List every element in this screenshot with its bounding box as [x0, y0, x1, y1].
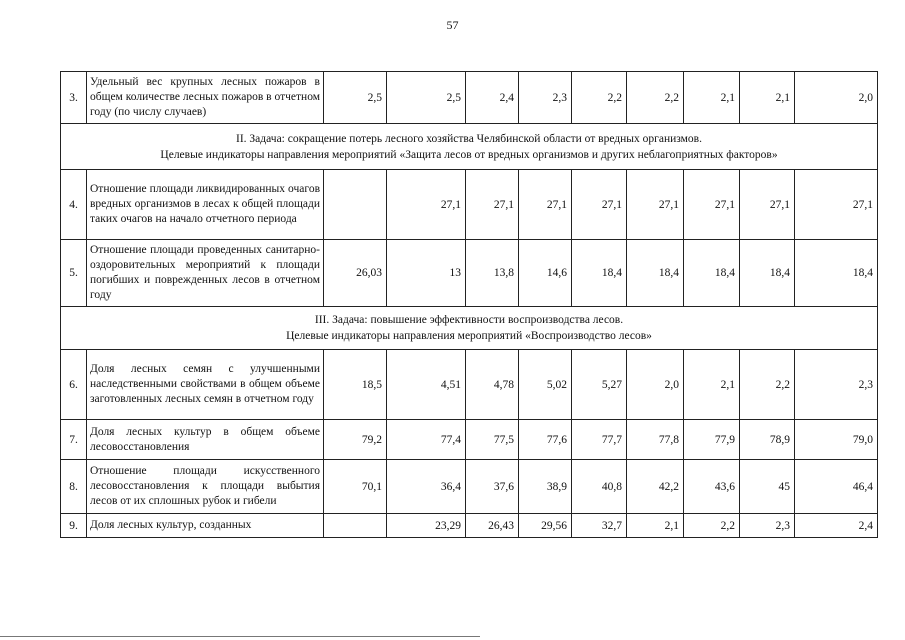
row-number: 6.	[61, 350, 87, 420]
indicator-value: 77,7	[572, 420, 627, 460]
indicator-value: 26,03	[324, 240, 387, 307]
indicator-value: 70,1	[324, 460, 387, 514]
indicator-value: 45	[740, 460, 795, 514]
indicator-value: 78,9	[740, 420, 795, 460]
indicator-value: 2,4	[466, 72, 519, 124]
indicator-value: 27,1	[572, 170, 627, 240]
indicator-value: 4,78	[466, 350, 519, 420]
indicator-value: 5,02	[519, 350, 572, 420]
row-number: 5.	[61, 240, 87, 307]
section-2-title: II. Задача: сокращение потерь лесного хозяйства Челябинской области от вредных организмов.	[236, 132, 702, 145]
indicator-name: Отношение площади ликвидированных очагов вредных организмов в лесах к общей площади таких очагов на начало отчетного периода	[87, 170, 324, 240]
indicator-value: 27,1	[387, 170, 466, 240]
indicator-value: 18,5	[324, 350, 387, 420]
indicator-name: Доля лесных семян с улучшенными наследственными свойствами в общем объеме заготовленных лесных семян в отчетном году	[87, 350, 324, 420]
section-2-header-row	[61, 124, 878, 170]
indicator-value: 27,1	[684, 170, 740, 240]
indicator-value: 27,1	[627, 170, 684, 240]
indicator-value: 14,6	[519, 240, 572, 307]
section-2-header	[61, 124, 878, 170]
indicator-value: 2,1	[740, 72, 795, 124]
indicator-value: 2,5	[324, 72, 387, 124]
indicator-value: 2,2	[572, 72, 627, 124]
section-3-indicators-title: Целевые индикаторы направления мероприятий «Воспроизводство лесов»	[286, 330, 652, 342]
indicator-value: 2,3	[795, 350, 878, 420]
indicators-table	[60, 71, 878, 538]
indicator-value: 18,4	[627, 240, 684, 307]
indicator-value: 4,51	[387, 350, 466, 420]
indicator-value: 40,8	[572, 460, 627, 514]
footer-rule	[0, 636, 480, 637]
indicator-value: 2,0	[627, 350, 684, 420]
row-number: 7.	[61, 420, 87, 460]
indicator-value: 2,3	[519, 72, 572, 124]
indicator-value: 2,4	[795, 514, 878, 538]
section-3-title: III. Задача: повышение эффективности воспроизводства лесов.	[314, 314, 624, 326]
indicator-value: 2,1	[627, 514, 684, 538]
indicator-value	[324, 170, 387, 240]
table-row	[61, 240, 878, 307]
indicator-value: 2,2	[740, 350, 795, 420]
table-row	[61, 350, 878, 420]
table-row	[61, 460, 878, 514]
page-number: 57	[446, 18, 459, 32]
indicator-value: 27,1	[519, 170, 572, 240]
indicator-value: 77,8	[627, 420, 684, 460]
indicator-value: 77,9	[684, 420, 740, 460]
indicator-value: 2,2	[684, 514, 740, 538]
indicator-value: 13	[387, 240, 466, 307]
table-row	[61, 420, 878, 460]
table-row	[61, 170, 878, 240]
indicator-value: 23,29	[387, 514, 466, 538]
section-3-header-row	[61, 307, 878, 350]
row-number: 9.	[61, 514, 87, 538]
indicator-value: 36,4	[387, 460, 466, 514]
indicator-value: 2,5	[387, 72, 466, 124]
indicator-value: 43,6	[684, 460, 740, 514]
indicator-name: Отношение площади проведенных санитарно-оздоровительных мероприятий к площади погибших и поврежденных лесов в отчетном году	[87, 240, 324, 307]
indicator-value: 2,1	[684, 350, 740, 420]
section-3-header	[61, 307, 878, 350]
indicator-value: 37,6	[466, 460, 519, 514]
indicator-value: 5,27	[572, 350, 627, 420]
row-number: 8.	[61, 460, 87, 514]
indicator-value: 29,56	[519, 514, 572, 538]
indicator-value: 2,0	[795, 72, 878, 124]
indicator-name: Отношение площади искусственного лесовосстановления к площади выбытия лесов от их сплошных рубок и гибели	[87, 460, 324, 514]
indicator-value: 27,1	[740, 170, 795, 240]
indicator-value	[324, 514, 387, 538]
row-number: 3.	[61, 72, 87, 124]
indicator-name: Доля лесных культур в общем объеме лесовосстановления	[87, 420, 324, 460]
indicator-value: 18,4	[572, 240, 627, 307]
indicator-value: 2,2	[627, 72, 684, 124]
indicator-value: 13,8	[466, 240, 519, 307]
indicator-value: 27,1	[466, 170, 519, 240]
indicator-value: 32,7	[572, 514, 627, 538]
indicator-value: 79,2	[324, 420, 387, 460]
indicator-value: 2,3	[740, 514, 795, 538]
indicator-value: 46,4	[795, 460, 878, 514]
table-row	[61, 72, 878, 124]
indicator-value: 18,4	[795, 240, 878, 307]
indicator-value: 38,9	[519, 460, 572, 514]
indicator-value: 79,0	[795, 420, 878, 460]
indicator-value: 18,4	[740, 240, 795, 307]
indicator-value: 26,43	[466, 514, 519, 538]
indicator-value: 42,2	[627, 460, 684, 514]
indicator-value: 27,1	[795, 170, 878, 240]
indicator-value: 18,4	[684, 240, 740, 307]
indicator-value: 77,4	[387, 420, 466, 460]
indicator-value: 77,6	[519, 420, 572, 460]
table-row	[61, 514, 878, 538]
section-2-indicators-title: Целевые индикаторы направления мероприятий «Защита лесов от вредных организмов и других неблагоприятных факторов»	[160, 148, 778, 161]
indicator-name: Удельный вес крупных лесных пожаров в общем количестве лесных пожаров в отчетном году (по числу случаев)	[87, 72, 324, 124]
indicator-value: 77,5	[466, 420, 519, 460]
row-number: 4.	[61, 170, 87, 240]
indicator-value: 2,1	[684, 72, 740, 124]
indicator-name: Доля лесных культур, созданных	[87, 514, 324, 538]
